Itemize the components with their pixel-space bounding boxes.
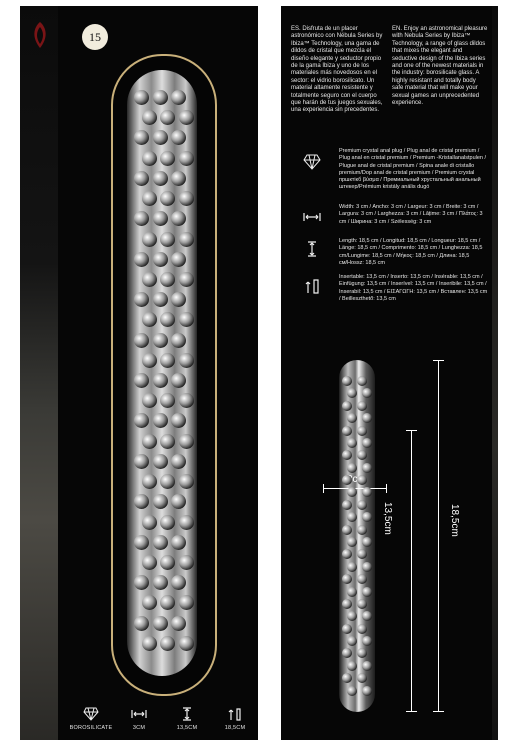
glass-bead	[134, 171, 149, 186]
glass-bead	[347, 438, 357, 448]
glass-bead	[153, 535, 168, 550]
diamond-icon	[83, 707, 99, 721]
glass-bead	[134, 535, 149, 550]
glass-bead	[142, 272, 157, 287]
glass-bead	[153, 252, 168, 267]
glass-bead	[347, 587, 357, 597]
insertable-dimension-tick	[406, 430, 417, 431]
glass-bead	[153, 575, 168, 590]
glass-bead	[142, 595, 157, 610]
glass-bead	[153, 373, 168, 388]
glass-bead	[179, 515, 194, 530]
spec-width: Width: 3 cm / Ancho: 3 cm / Largeur: 3 cm / Breite: 3 cm / Largura: 3 cm / Larghezza: 3 cm / Lățime: 3 cm / Πλάτος: 3 cm / Ширина: 3 cm / Szélesség: 3 cm	[339, 204, 483, 225]
glass-bead	[153, 292, 168, 307]
glass-bead	[362, 686, 372, 696]
glass-bead	[342, 376, 352, 386]
glass-bead	[347, 463, 357, 473]
glass-bead	[179, 353, 194, 368]
glass-bead	[342, 525, 352, 535]
spec-insertable: Insertable: 13,5 cm / Inserto: 13,5 cm / Insérable: 13,5 cm / Einfügung: 13,5 cm / Inserível: 13,5 cm / Inseribile: 13,5 cm / Inserabil: 13,5 cm / ΕΙΣΑΓΩΓΗ: 13,5 cm / Вставлен: 13,5 cm / Beilleszthető: 13,5 cm	[339, 274, 488, 302]
width-dimension-tick	[323, 484, 324, 493]
glass-bead	[153, 211, 168, 226]
insertable-length-icon	[303, 278, 321, 294]
glass-bead	[362, 661, 372, 671]
feature-label: BOROSILICATE	[69, 725, 113, 731]
glass-bead	[357, 376, 367, 386]
length-dimension-tick	[433, 711, 444, 712]
glass-bead	[153, 413, 168, 428]
glass-bead	[160, 232, 175, 247]
glass-bead	[134, 90, 149, 105]
glass-bead	[342, 401, 352, 411]
glass-bead	[171, 535, 186, 550]
product-number-badge: 15	[82, 24, 108, 50]
insertable-dimension-line	[411, 430, 412, 712]
glass-bead	[342, 475, 352, 485]
glass-bead	[342, 624, 352, 634]
back-panel	[281, 6, 498, 740]
glass-bead	[179, 110, 194, 125]
glass-bead	[362, 636, 372, 646]
glass-bead	[362, 562, 372, 572]
glass-bead	[142, 555, 157, 570]
glass-bead	[153, 454, 168, 469]
glass-bead	[357, 426, 367, 436]
glass-bead	[134, 616, 149, 631]
glass-bead	[142, 312, 157, 327]
glass-bead	[171, 616, 186, 631]
glass-bead	[179, 191, 194, 206]
length-dimension-label: 18,5cm	[449, 504, 460, 537]
feature-label: 13,5CM	[176, 725, 198, 731]
glass-bead	[357, 599, 367, 609]
glass-bead	[142, 515, 157, 530]
glass-bead	[362, 463, 372, 473]
front-panel	[20, 6, 258, 740]
width-arrows-icon	[303, 209, 321, 225]
width-dimension-tick	[386, 484, 387, 493]
glass-bead	[179, 272, 194, 287]
glass-bead	[357, 401, 367, 411]
brand-logo-icon	[29, 20, 51, 50]
glass-bead	[153, 333, 168, 348]
glass-bead	[347, 636, 357, 646]
glass-bead	[153, 494, 168, 509]
insertable-length-icon	[179, 707, 195, 721]
insertable-dimension-label: 13,5cm	[382, 502, 393, 535]
description-en: EN. Enjoy an astronomical pleasure with Nebula Series by Ibiza™ Technology, a range of glass dildos that mixes the elegant and seductive design of the Ibiza series and one of the newest materials in the industry: borosilicate glass. A highly resistant and totally body safe material that will make your sexual games an unprecedented experience.	[392, 26, 488, 107]
glass-bead	[179, 474, 194, 489]
length-icon	[303, 241, 321, 257]
glass-bead	[179, 232, 194, 247]
glass-bead	[179, 393, 194, 408]
glass-bead	[153, 130, 168, 145]
glass-bead	[357, 500, 367, 510]
glass-bead	[347, 562, 357, 572]
feature-label: 3CM	[132, 725, 146, 731]
feature-length	[212, 707, 258, 740]
glass-bead	[171, 252, 186, 267]
insertable-dimension-tick	[406, 711, 417, 712]
glass-bead	[160, 151, 175, 166]
front-side-strip	[20, 6, 58, 740]
glass-bead	[342, 599, 352, 609]
glass-bead	[179, 151, 194, 166]
glass-bead	[342, 500, 352, 510]
glass-bead	[179, 434, 194, 449]
glass-bead	[142, 636, 157, 651]
feature-insertable	[164, 707, 210, 740]
front-feature-icons	[68, 707, 258, 740]
glass-bead	[134, 252, 149, 267]
feature-width	[116, 707, 162, 740]
glass-bead	[362, 537, 372, 547]
feature-borosilicate	[68, 707, 114, 740]
glass-bead	[160, 515, 175, 530]
glass-bead	[347, 686, 357, 696]
glass-bead	[362, 438, 372, 448]
glass-bead	[142, 474, 157, 489]
width-arrows-icon	[131, 707, 147, 721]
back-side-strip	[492, 6, 498, 740]
glass-bead	[342, 426, 352, 436]
glass-bead	[362, 587, 372, 597]
glass-bead	[153, 171, 168, 186]
glass-bead	[160, 434, 175, 449]
glass-bead	[357, 525, 367, 535]
glass-bead	[142, 151, 157, 166]
glass-bead	[179, 555, 194, 570]
glass-bead	[142, 191, 157, 206]
glass-bead	[357, 475, 367, 485]
description-es: ES. Disfruta de un placer astronómico con Nébula Series by Ibiza™ Technology, una gama de dildos de cristal que mezcla el diseño elegante y seductor propio de la gama Ibiza y uno de los materiales más novedosos en el sector: el vidrio borosilicato. Un material altamente resistente y totalmente seguro con el cuerpo que harán de tus juegos sexuales, una experiencia sin precedentes.	[291, 26, 383, 114]
glass-bead	[142, 434, 157, 449]
glass-bead	[142, 110, 157, 125]
length-dimension-tick	[433, 360, 444, 361]
glass-bead	[134, 333, 149, 348]
glass-bead	[357, 624, 367, 634]
glass-bead	[160, 555, 175, 570]
glass-bead	[179, 636, 194, 651]
glass-bead	[142, 393, 157, 408]
glass-bead	[134, 373, 149, 388]
feature-label: 18,5CM	[224, 725, 246, 731]
glass-bead	[347, 661, 357, 671]
glass-bead	[160, 353, 175, 368]
glass-bead	[134, 454, 149, 469]
glass-bead	[160, 636, 175, 651]
length-dimension-line	[438, 360, 439, 712]
glass-bead	[347, 537, 357, 547]
glass-bead	[171, 333, 186, 348]
glass-bead	[142, 232, 157, 247]
glass-bead	[160, 272, 175, 287]
total-length-icon	[227, 707, 243, 721]
glass-bead	[142, 353, 157, 368]
glass-bead	[153, 90, 168, 105]
spec-material: Premium crystal anal plug / Plug anal de cristal premium / Plug anal en cristal premium / Premium -Kristallanalstpulen / Plugue anal de cristal premium / Spina anale di cristallo premium/Dop anal de cristal premium / Premium crystal пршктікб βύσμα / Премиальный хрустальный анальный штекер/Prémium kristály anális dugó	[339, 148, 487, 191]
spec-length: Length: 18,5 cm / Longitud: 18,5 cm / Longueur: 18,5 cm / Länge: 18,5 cm / Comprimento: 18,5 cm / Lunghezza: 18,5 cm/Lungime: 18,5 cm / Μήκος: 18,5 cm / Длина: 18,5 см/Hossz: 18,5 cm	[339, 238, 483, 266]
glass-bead	[153, 616, 168, 631]
diamond-icon	[303, 154, 321, 170]
